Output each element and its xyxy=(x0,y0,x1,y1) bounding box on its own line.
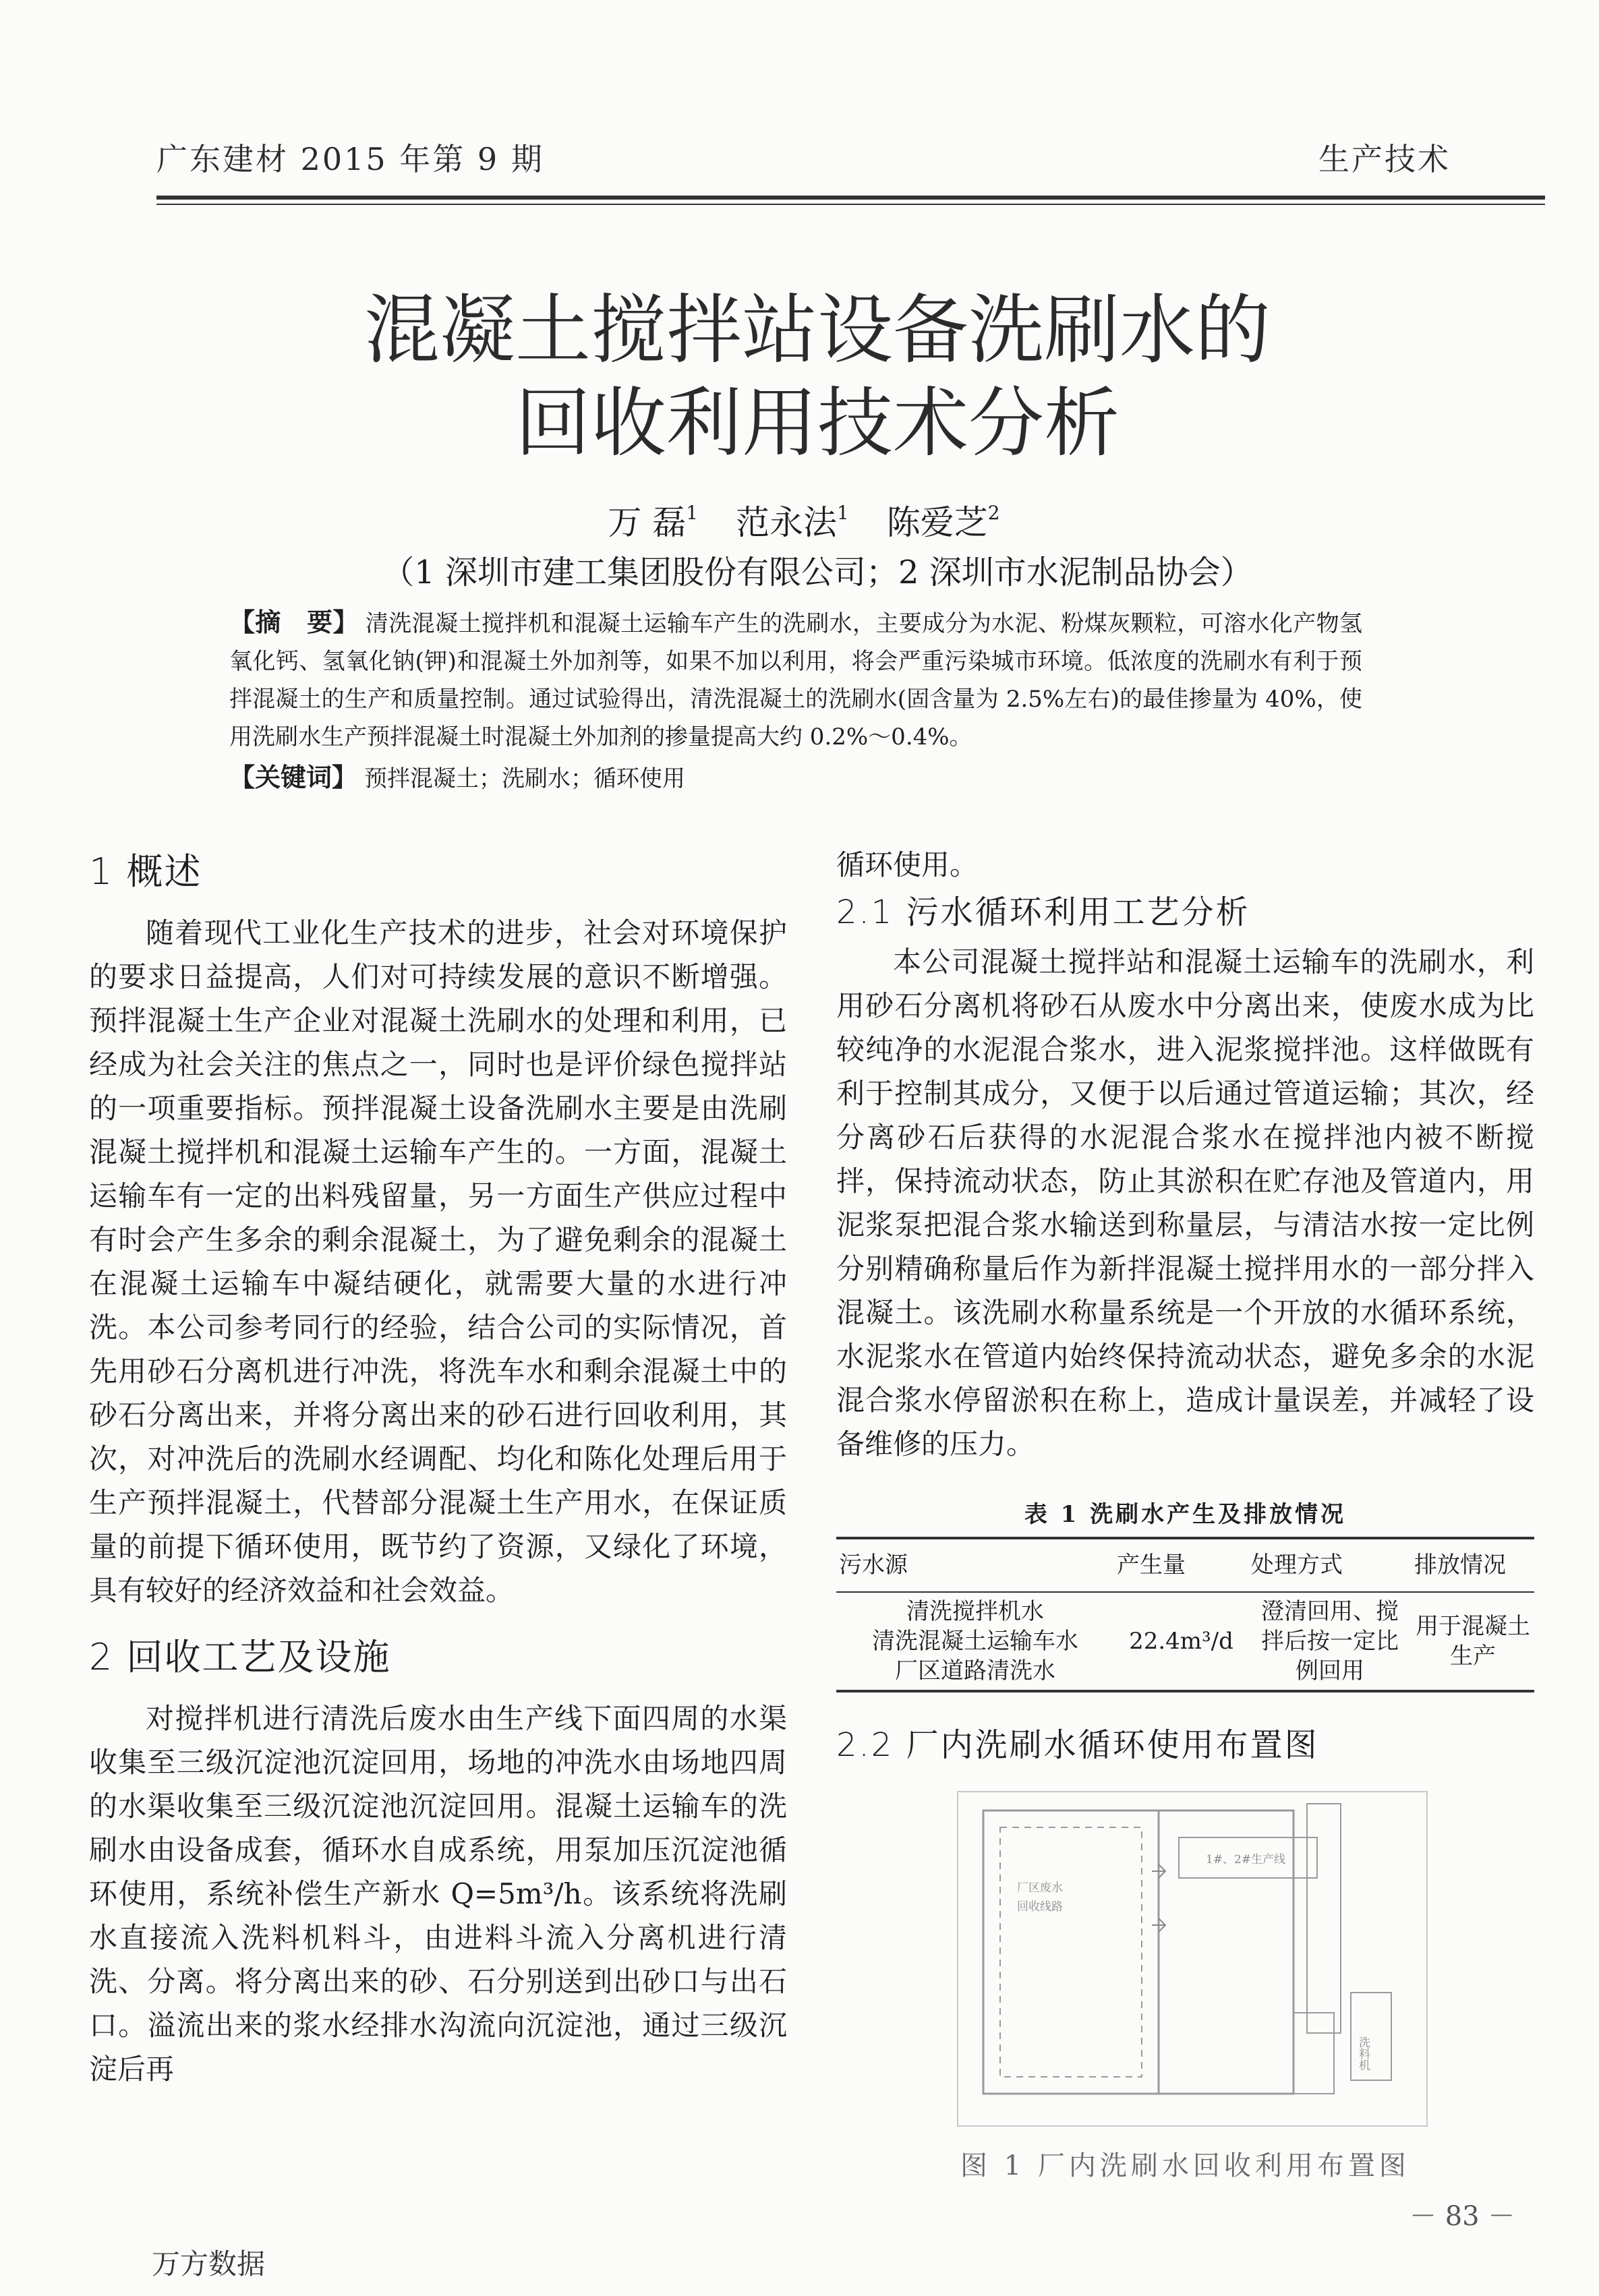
subsection-heading: 2.2 厂内洗刷水循环使用布置图 xyxy=(836,1726,1319,1764)
section-heading: 2 回收工艺及设施 xyxy=(89,1636,391,1678)
right-column xyxy=(836,843,1534,1767)
loop-outer-left xyxy=(983,1811,1159,2094)
table-cell-discharge: 用于混凝土生产 xyxy=(1412,1592,1534,1691)
paper-title-line1: 混凝土搅拌站设备洗刷水的 xyxy=(364,287,1271,374)
keywords-text: 预拌混凝土；洗刷水；循环使用 xyxy=(364,765,686,792)
abstract-text: 清洗混凝土搅拌机和混凝土运输车产生的洗刷水，主要成分为水泥、粉煤灰颗粒，可溶水化产物氢氧化钙、氢氧化钠(钾)和混凝土外加剂等，如果不加以利用，将会严重污染城市环境。低浓度的洗刷水有利于预拌混凝土的生产和质量控制。通过试验得出，清洗混凝土的洗刷水(固含量为 2.5%左右)的最佳掺量为 40%，使用洗刷水生产预拌混凝土时混凝土外加剂的掺量提高大约 0.2%～0.4%。 xyxy=(229,610,1362,750)
header-rule-thin xyxy=(156,204,1545,205)
subsection-heading: 2.1 污水循环利用工艺分析 xyxy=(836,893,1250,931)
section-heading: 1 概述 xyxy=(89,850,202,893)
machine-label: 洗料机 xyxy=(1356,2036,1370,2071)
affiliation: （1 深圳市建工集团股份有限公司；2 深圳市水泥制品协会） xyxy=(382,554,1253,591)
table-header-row xyxy=(836,1538,1534,1592)
author-affil-mark: 1 xyxy=(686,502,699,524)
recovery-route xyxy=(1000,1827,1142,2077)
author-name: 陈爱芝 xyxy=(886,503,988,542)
table-header-cell: 污水源 xyxy=(836,1538,1114,1592)
journal-header: 广东建材 2015 年第 9 期 xyxy=(156,141,544,177)
left-column xyxy=(89,850,787,2091)
table-caption: 表 1 洗刷水产生及排放情况 xyxy=(1024,1501,1347,1528)
figure-frame xyxy=(958,1792,1427,2126)
source-item: 清洗混凝土运输车水 xyxy=(872,1628,1078,1655)
source-item: 清洗搅拌机水 xyxy=(906,1598,1044,1625)
keywords-label: 【关键词】 xyxy=(229,762,358,792)
table-cell-amount: 22.4m³/d xyxy=(1114,1592,1248,1691)
abstract xyxy=(229,604,1362,756)
keywords xyxy=(229,759,1362,798)
section-paragraph: 本公司混凝土搅拌站和混凝土运输车的洗刷水，利用砂石分离机将砂石从废水中分离出来，使废水成为比较纯净的水泥混合浆水，进入泥浆搅拌池。这样做既有利于控制其成分，又便于以后通过管道运输；其次，经分离砂石后获得的水泥混合浆水在搅拌池内被不断搅拌，保持流动状态，防止其淤积在贮存池及管道内，用泥浆泵把混合浆水输送到称量层，与清洁水按一定比例分别精确称量后作为新拌混凝土搅拌用水的一部分拌入混凝土。该洗刷水称量系统是一个开放的水循环系统，水泥浆水在管道内始终保持流动状态，避免多余的水泥混合浆水停留淤积在称上，造成计量误差，并减轻了设备维修的压力。 xyxy=(836,945,1534,1461)
table-cell-source xyxy=(836,1592,1114,1691)
authors xyxy=(156,496,1478,544)
abstract-label: 【摘 要】 xyxy=(229,607,359,637)
page-number: － 83 － xyxy=(1409,2201,1515,2232)
author-name: 范永法 xyxy=(736,503,838,542)
section-paragraph: 随着现代工业化生产技术的进步，社会对环境保护的要求日益提高，人们对可持续发展的意识不断增强。预拌混凝土生产企业对混凝土洗刷水的处理和利用，已经成为社会关注的焦点之一，同时也是评价绿色搅拌站的一项重要指标。预拌混凝土设备洗刷水主要是由洗刷混凝土搅拌机和混凝土运输车产生的。一方面，混凝土运输车有一定的出料残留量，另一方面生产供应过程中有时会产生多余的剩余混凝土，为了避免剩余的混凝土在混凝土运输车中凝结硬化，就需要大量的水进行冲洗。本公司参考同行的经验，结合公司的实际情况，首先用砂石分离机进行冲洗，将洗车水和剩余混凝土中的砂石分离出来，并将分离出来的砂石进行回收利用，其次，对冲洗后的洗刷水经调配、均化和陈化处理后用于生产预拌混凝土，代替部分混凝土生产用水，在保证质量的前提下循环使用，既节约了资源，又绿化了环境，具有较好的经济效益和社会效益。 xyxy=(89,916,787,1607)
section-header: 生产技术 xyxy=(1318,141,1451,177)
header-rule xyxy=(156,196,1545,200)
watermark: 万方数据 xyxy=(152,2247,266,2280)
paper-title-line2: 回收利用技术分析 xyxy=(515,380,1120,467)
table-header-cell: 处理方式 xyxy=(1248,1538,1412,1592)
source-item: 厂区道路清洗水 xyxy=(895,1657,1055,1684)
layout-diagram xyxy=(956,1790,1428,2127)
author-name: 万 磊 xyxy=(608,503,687,542)
author-affil-mark: 1 xyxy=(837,502,849,524)
loop-label-1: 厂区废水 xyxy=(1017,1881,1063,1895)
production-line-label: 1#、2#生产线 xyxy=(1206,1853,1286,1866)
figure-caption: 图 1 厂内洗刷水回收利用布置图 xyxy=(960,2150,1410,2181)
table-header-cell: 排放情况 xyxy=(1412,1538,1534,1592)
table-cell-treatment: 澄清回用、搅拌后按一定比例回用 xyxy=(1248,1592,1412,1691)
continued-text: 循环使用。 xyxy=(836,848,979,881)
table-row xyxy=(836,1592,1534,1691)
loop-label-2: 回收线路 xyxy=(1017,1900,1063,1914)
table-header-cell: 产生量 xyxy=(1114,1538,1248,1592)
author-affil-mark: 2 xyxy=(987,502,1000,524)
data-table xyxy=(836,1537,1534,1692)
section-paragraph: 对搅拌机进行清洗后废水由生产线下面四周的水渠收集至三级沉淀池沉淀回用，场地的冲洗水由场地四周的水渠收集至三级沉淀池沉淀回用。混凝土运输车的洗刷水由设备成套，循环水自成系统，用泵加压沉淀池循环使用，系统补偿生产新水 Q=5m³/h。该系统将洗刷水直接流入洗料机料斗，由进料斗流入分离机进行清洗、分离。将分离出来的砂、石分别送到出砂口与出石口。溢流出来的浆水经排水沟流向沉淀池，通过三级沉淀后再 xyxy=(89,1702,787,2086)
